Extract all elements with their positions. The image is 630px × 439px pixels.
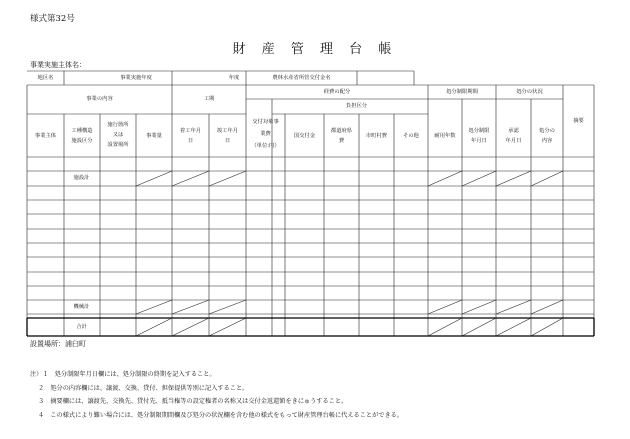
construction-period-header: 工期 (203, 96, 215, 102)
notes-section (30, 368, 403, 422)
form-number: 様式第32号 (30, 14, 75, 24)
subsidy-cost-line-3: （単位:円） (251, 143, 280, 149)
facility-total-label: 施設計 (73, 175, 90, 181)
year-suffix-label: 年度 (228, 75, 240, 81)
disposal-status-header: 処分の状況 (516, 89, 543, 95)
project-content-header: 事業の内容 (86, 96, 113, 102)
prefecture-cost-line-1: 都道府県 (330, 128, 353, 134)
municipal-cost-header: 市町村費 (365, 133, 388, 139)
diagonal-strike-marks (136, 171, 563, 336)
disposal-limit-date-header (462, 126, 496, 146)
completion-date-line-1: 竣工年月 (216, 128, 239, 134)
project-entity-label: 事業実施主体名： (30, 61, 86, 69)
location-header (100, 120, 136, 150)
remarks-header: 摘要 (573, 118, 584, 124)
completion-date-line-2: 日 (224, 138, 231, 144)
note-2: ２ 処分の内容欄には、譲渡、交換、貸付、担保提供等別に記入すること。 (38, 384, 249, 392)
project-entity-header: 事業主体 (34, 133, 57, 139)
machinery-total-label: 機械計 (73, 304, 90, 310)
subsidy-name-label: 農林水産省所管交付金名 (272, 75, 331, 81)
note-3: ３ 摘要欄には、譲渡先、交換先、貸付先、抵当権等の設定権者の名称又は交付金返還額をきにゅうすること。 (38, 398, 348, 406)
approval-date-header (496, 126, 531, 146)
work-type-line-1: 工種構造 (71, 128, 93, 134)
disposal-period-header: 処分制限期間 (446, 89, 478, 95)
other-cost-header: その他 (403, 133, 419, 139)
note-1: 注）１ 処分制限年月日欄には、処分制限の終期を記入すること。 (30, 371, 216, 378)
subsidy-cost-line-1: 交付対象事 (252, 119, 279, 125)
document-title: 財 産 管 理 台 帳 (232, 42, 398, 57)
disposal-limit-date-line-1: 処分制限 (468, 128, 490, 134)
district-label: 地区名 (37, 75, 54, 81)
start-date-line-1: 着工年月 (179, 128, 202, 134)
prefecture-cost-header (324, 126, 359, 146)
grand-total-label: 合計 (76, 324, 87, 330)
disposal-content-line-1: 処分の (539, 128, 555, 134)
completion-date-header (209, 126, 246, 146)
installation-location: 設置場所：浦臼町 (30, 340, 86, 348)
disposal-limit-date-line-2: 年月日 (471, 138, 487, 144)
subsidy-cost-line-2: 業費 (260, 131, 271, 137)
location-line-3: 設置場所 (107, 142, 129, 148)
note-4: ４ この様式により難い場合には、処分制限期間欄及び処分の状況欄を含む他の様式をもって財産管理台帳に代えることができる。 (38, 411, 404, 419)
approval-date-line-1: 承認 (508, 128, 519, 134)
project-year-label: 事業実施年度 (120, 75, 152, 81)
start-date-line-2: 日 (187, 138, 194, 144)
burden-category-header: 負担区分 (345, 103, 368, 109)
disposal-content-line-2: 内容 (541, 138, 553, 144)
location-line-1: 施行箇所 (107, 122, 129, 128)
quantity-header: 事業量 (146, 133, 162, 139)
approval-date-line-2: 年月日 (505, 138, 522, 144)
location-line-2: 又は (112, 132, 124, 138)
useful-life-header: 耐用年数 (434, 133, 456, 139)
start-date-header (172, 126, 209, 146)
disposal-content-header (531, 126, 563, 146)
national-grant-header: 国交付金 (293, 133, 316, 139)
cost-allocation-header: 経費の配分 (323, 89, 351, 95)
work-type-header (64, 126, 100, 146)
prefecture-cost-line-2: 費 (338, 138, 345, 144)
work-type-line-2: 施設区分 (71, 138, 93, 144)
subsidy-cost-header (246, 116, 285, 152)
